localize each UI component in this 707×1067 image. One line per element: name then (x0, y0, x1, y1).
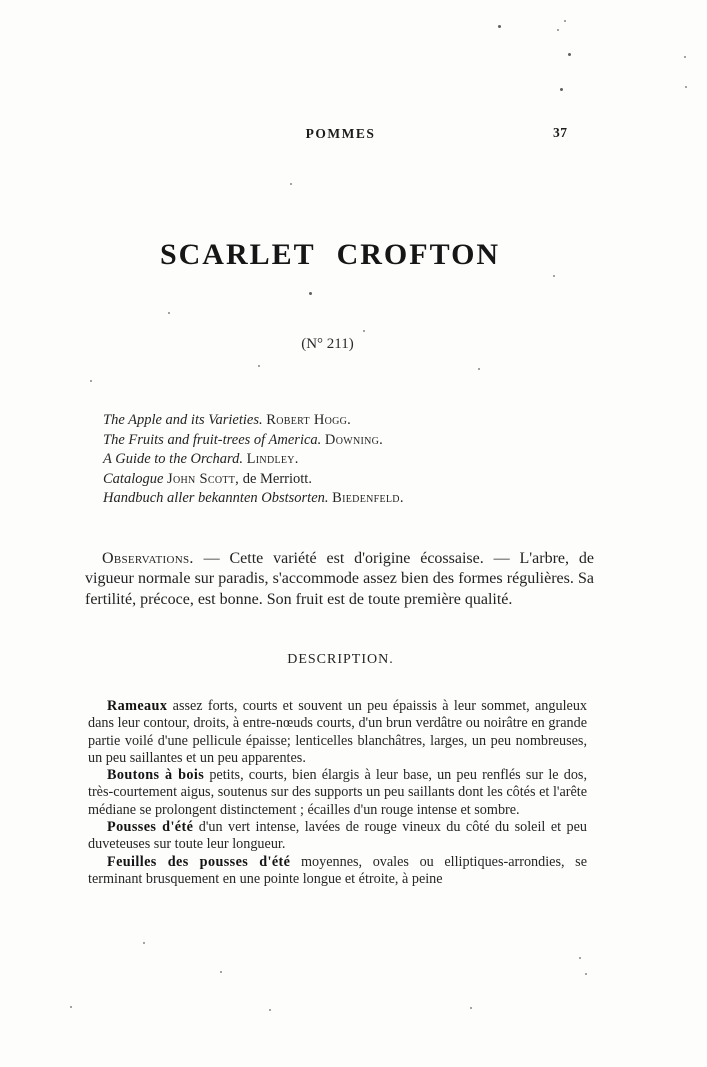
paragraph-text: d'un vert intense, lavées de rouge vineux du côté du soleil et peu duveteuses sur toute leur longueur. (88, 819, 587, 853)
reference-title: Handbuch aller bekannten Obstsorten. (103, 490, 329, 506)
scan-speck (470, 1007, 472, 1009)
paragraph-pousses-d-ete (88, 819, 587, 854)
scan-speck (579, 957, 581, 959)
bibliography-entry (103, 450, 583, 470)
scan-speck (684, 56, 686, 58)
reference-title: A Guide to the Orchard. (103, 451, 244, 467)
scan-speck (553, 275, 555, 277)
bibliography-entry (103, 411, 583, 431)
paragraph-lead: Rameaux (107, 698, 168, 714)
observations-paragraph (85, 549, 594, 610)
paragraph-lead: Boutons à bois (107, 767, 205, 784)
page-number: 37 (553, 125, 568, 140)
scan-speck (585, 973, 587, 975)
scan-speck (564, 20, 566, 22)
observations-text: — Cette variété est d'origine écossaise. — L'arbre, de vigueur normale sur paradis, s'accommode assez bien des formes régulières. Sa fertilité, précoce, est bonne. Son fruit est de toute première qualité. (85, 550, 594, 608)
bibliography-entry (103, 470, 583, 490)
reference-title: The Apple and its Varieties. (103, 412, 263, 428)
paragraph-text: petits, courts, bien élargis à leur base, un peu renflés sur le dos, très-courtement aigus, soutenus sur des supports un peu saillants dont les côtés et l'arête médiane se prolongent distinctement ; écailles d'un rouge intense et sombre. (88, 767, 587, 818)
paragraph-text: moyennes, ovales ou elliptiques-arrondies, se terminant brusquement en une pointe longue et étroite, à peine (88, 853, 587, 887)
variety-title: SCARLET CROFTON (159, 238, 501, 271)
bibliography-entry (103, 431, 583, 451)
scan-speck (290, 183, 292, 185)
scan-speck (90, 380, 92, 382)
scan-speck (557, 29, 559, 31)
paragraph-text: assez forts, courts et souvent un peu épaissis à leur sommet, anguleux dans leur contour, droits, à entre-nœuds courts, d'un brun verdâtre ou noirâtre en grande partie voilé d'une pellicule épaisse; lenticelles blanchâtres, larges, un peu nombreuses, un peu saillantes et un peu apparentes. (88, 698, 588, 766)
description-heading: DESCRIPTION. (287, 652, 394, 667)
scan-speck (568, 53, 571, 56)
paragraph-rameaux (88, 698, 587, 767)
scan-speck (70, 1006, 72, 1008)
reference-title: The Fruits and fruit-trees of America. (103, 431, 322, 448)
scan-speck (498, 25, 501, 28)
bibliography-entry (103, 489, 583, 509)
description-body (88, 698, 587, 888)
reference-author: Robert Hogg. (266, 412, 352, 428)
variety-number: (N° 211) (301, 336, 354, 352)
scan-speck (168, 312, 170, 314)
paragraph-lead: Feuilles des pousses d'été (107, 853, 291, 870)
running-header-title: POMMES (305, 126, 376, 141)
scan-speck (685, 86, 687, 88)
reference-title: Catalogue (103, 470, 164, 487)
reference-author: Downing. (324, 431, 384, 448)
reference-author: Lindley. (246, 451, 299, 467)
paragraph-feuilles (88, 854, 587, 889)
scan-speck (363, 330, 365, 332)
paragraph-lead: Pousses d'été (107, 819, 194, 836)
scan-speck (220, 971, 222, 973)
reference-rest: de Merriott. (242, 470, 312, 487)
scan-speck (309, 292, 312, 295)
scan-speck (269, 1009, 271, 1011)
scan-speck (258, 365, 260, 367)
bibliography-list (103, 411, 583, 509)
reference-author: Biedenfeld. (332, 490, 404, 506)
scan-speck (143, 942, 145, 944)
scan-speck (478, 368, 480, 370)
paragraph-boutons-a-bois (88, 767, 587, 819)
scan-speck (560, 88, 563, 91)
reference-author: John Scott, (167, 470, 240, 487)
observations-label: Observations. (102, 550, 194, 567)
